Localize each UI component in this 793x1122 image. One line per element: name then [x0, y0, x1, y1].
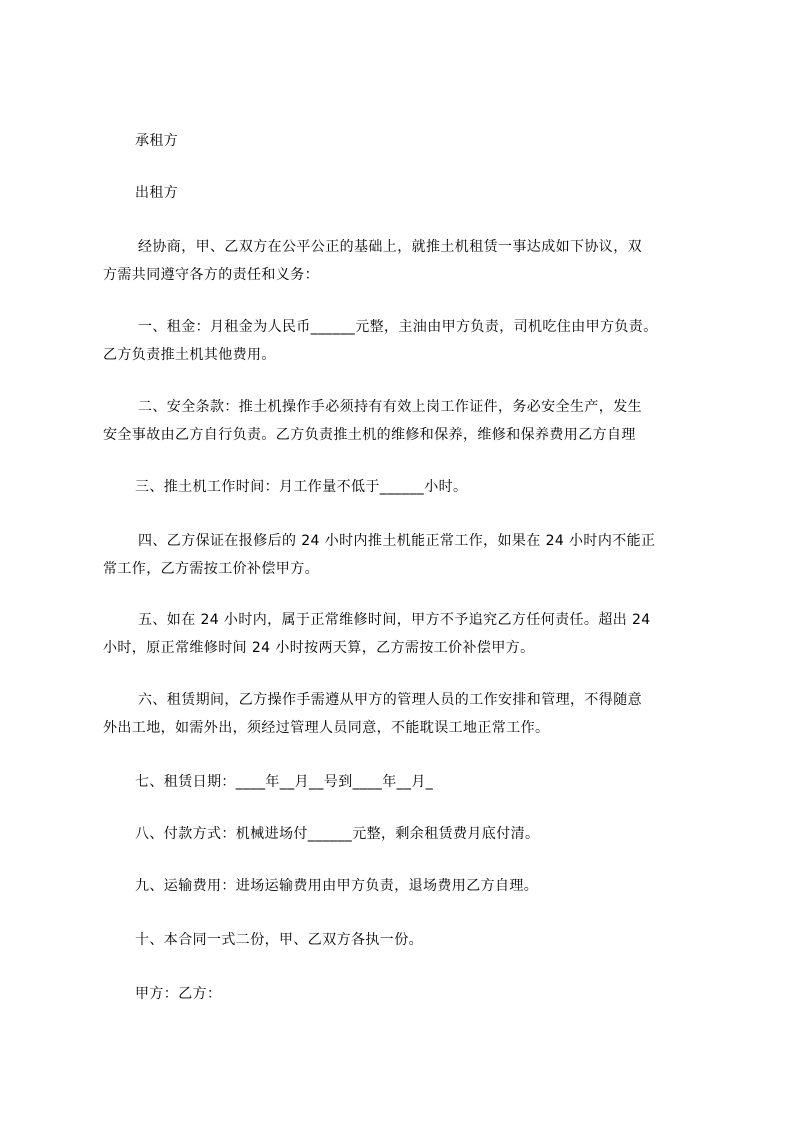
- clause-4-repair: 四、乙方保证在报修后的 24 小时内推土机能正常工作，如果在 24 小时内不能正 常工作，乙方需按工价补偿甲方。: [103, 533, 656, 577]
- lessor-label: 出租方: [135, 185, 179, 201]
- lessee-label: 承租方: [135, 133, 179, 149]
- intro-paragraph: 经协商，甲、乙双方在公平公正的基础上，就推土机租赁一事达成如下协议，双 方需共同遵守各方的责任和义务：: [103, 239, 642, 283]
- clause-1-rent: 一、租金：月租金为人民币______元整，主油由甲方负责，司机吃住由甲方负责。 乙方负责推土机其他费用。: [103, 319, 658, 363]
- clause-6-management: 六、租赁期间，乙方操作手需遵从甲方的管理人员的工作安排和管理，不得随意 外出工地，如需外出，须经过管理人员同意，不能耽误工地正常工作。: [103, 692, 642, 736]
- clause-3-working-time: 三、推土机工作时间：月工作量不低于______小时。: [135, 479, 468, 495]
- clause-9-transport: 九、运输费用：进场运输费用由甲方负责，退场费用乙方自理。: [135, 878, 539, 894]
- clause-8-payment: 八、付款方式：机械进场付______元整，剩余租赁费月底付清。: [135, 826, 540, 842]
- clause-7-lease-date: 七、租赁日期：____年__月__号到____年__月_: [135, 774, 434, 790]
- clause-2-safety: 二、安全条款：推土机操作手必须持有有效上岗工作证件，务必安全生产，发生 安全事故由乙方自行负责。乙方负责推土机的维修和保养，维修和保养费用乙方自理: [103, 399, 642, 443]
- signature-line: 甲方：乙方：: [135, 986, 222, 1002]
- clause-10-copies: 十、本合同一式二份，甲、乙双方各执一份。: [135, 932, 423, 948]
- clause-5-maintenance: 五、如在 24 小时内，属于正常维修时间，甲方不予追究乙方任何责任。超出 24 小时，原正常维修时间 24 小时按两天算，乙方需按工价补偿甲方。: [103, 612, 651, 656]
